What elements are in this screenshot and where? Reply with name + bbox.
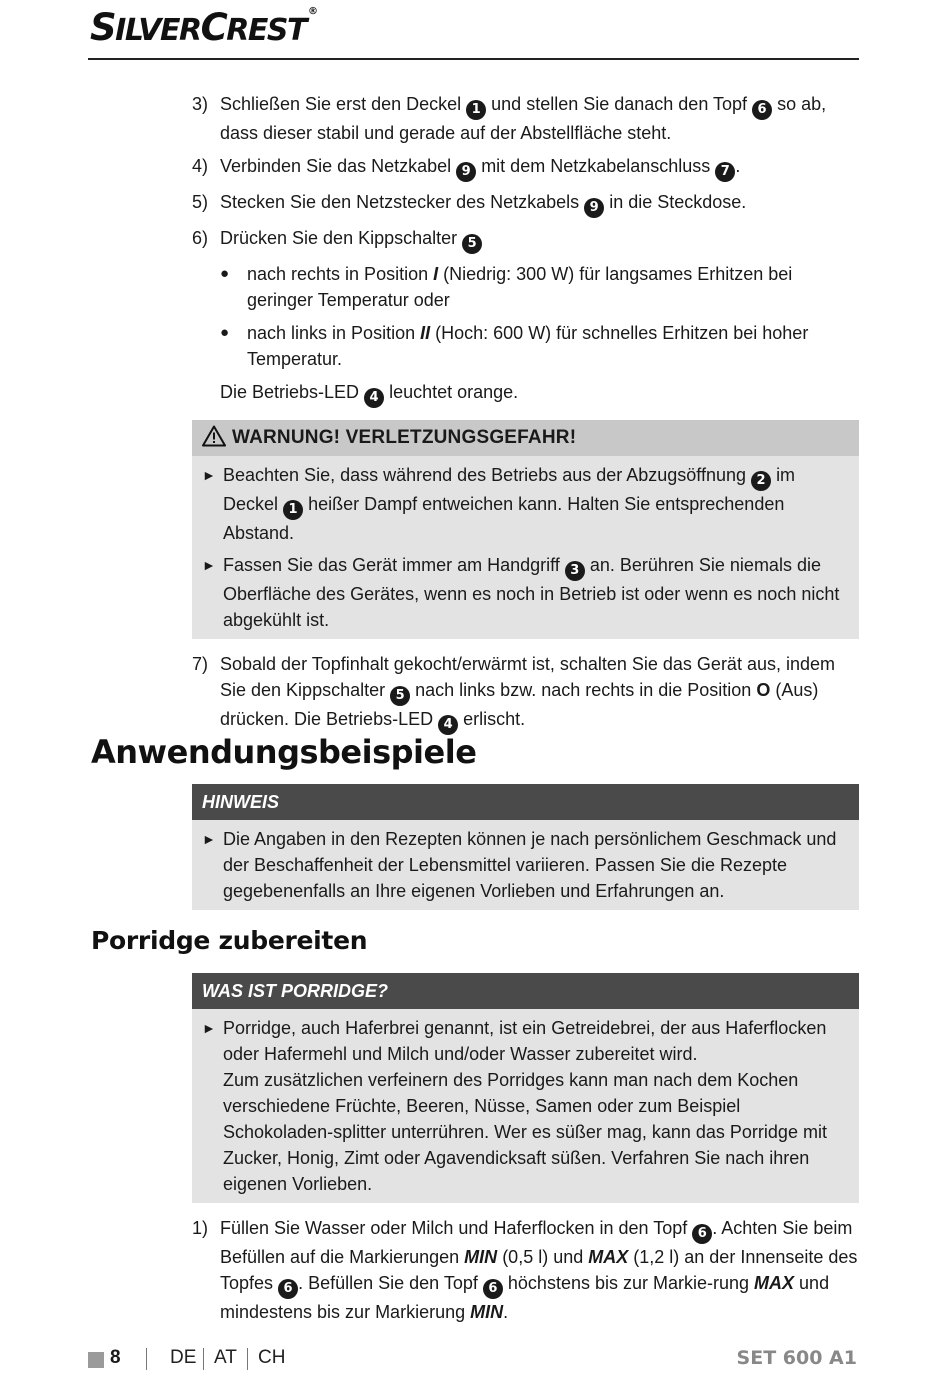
- page-number: 8: [110, 1347, 121, 1368]
- step-6: 6) Drücken Sie den Kippschalter 5: [192, 225, 859, 254]
- arrow-right-icon: ►: [202, 557, 216, 573]
- porridge-header: WAS IST PORRIDGE?: [192, 973, 859, 1009]
- bullet-item: ● nach links in Position II (Hoch: 600 W) für schnelles Erhitzen bei hoher Temperatur.: [192, 320, 859, 372]
- warning-item: ► Fassen Sie das Gerät immer am Handgriff 3 an. Berühren Sie niemals die Oberfläche des Gerätes, wenn es noch in Betrieb ist oder wenn es noch nicht abgekühlt ist.: [192, 552, 859, 633]
- model-name: SET 600 A1: [736, 1347, 857, 1369]
- callout-icon: 9: [456, 162, 476, 182]
- bullet-item: ● nach rechts in Position I (Niedrig: 300 W) für langsames Erhitzen bei geringer Temperatur oder: [192, 261, 859, 313]
- warning-triangle-icon: [202, 425, 226, 447]
- callout-icon: 3: [565, 561, 585, 581]
- callout-icon: 6: [752, 100, 772, 120]
- hinweis-section: [192, 784, 859, 922]
- arrow-right-icon: ►: [202, 1020, 216, 1036]
- bullet-icon: ●: [220, 324, 230, 341]
- callout-icon: 6: [278, 1279, 298, 1299]
- porridge-box: [192, 973, 859, 1203]
- hinweis-header: HINWEIS: [192, 784, 859, 820]
- callout-icon: 6: [483, 1279, 503, 1299]
- header-rule: [88, 58, 859, 60]
- callout-icon: 4: [364, 388, 384, 408]
- lang-de: DE: [170, 1347, 197, 1368]
- warning-box: [192, 420, 859, 639]
- callout-icon: 5: [462, 234, 482, 254]
- lang-ch: CH: [258, 1347, 286, 1368]
- callout-icon: 4: [438, 715, 458, 735]
- divider: [247, 1348, 248, 1370]
- callout-icon: 6: [692, 1224, 712, 1244]
- callout-icon: 5: [390, 686, 410, 706]
- callout-icon: 7: [715, 162, 735, 182]
- step-7: 7) Sobald der Topfinhalt gekocht/erwärmt ist, schalten Sie das Gerät aus, indem Sie den Kippschalter 5 nach links bzw. nach rechts in die Position O (Aus) drücken. Die Betriebs-LED 4 erlischt.: [192, 651, 859, 735]
- porridge-item: ► Porridge, auch Haferbrei genannt, ist ein Getreidebrei, der aus Haferflocken oder Hafermehl und Milch und/oder Wasser zubereitet wird. Zum zusätzlichen verfeinern des Porridges kann man nach dem Kochen verschiedene Früchte, Beeren, Nüsse, Samen oder zum Beispiel Schokoladen-splitter unterrühren. Wer es süßer mag, kann das Porridge mit Zucker, Honig, Zimt oder Agavendicksaft süßen. Verfahren Sie nach ihren eigenen Vorlieben.: [192, 1015, 859, 1197]
- instructions-top: [192, 91, 859, 742]
- divider: [203, 1348, 204, 1370]
- step-4: 4) Verbinden Sie das Netzkabel 9 mit dem Netzkabelanschluss 7 .: [192, 153, 859, 182]
- arrow-right-icon: ►: [202, 467, 216, 483]
- callout-icon: 1: [466, 100, 486, 120]
- warning-item: ► Beachten Sie, dass während des Betriebs aus der Abzugsöffnung 2 im Deckel 1 heißer Dampf entweichen kann. Halten Sie entsprechenden Abstand.: [192, 462, 859, 546]
- callout-icon: 9: [584, 198, 604, 218]
- step-5: 5) Stecken Sie den Netzstecker des Netzkabels 9 in die Steckdose.: [192, 189, 859, 218]
- led-note: Die Betriebs-LED 4 leuchtet orange.: [192, 379, 859, 408]
- porridge-section: [192, 973, 859, 1332]
- brand-logo: SILVERCREST®: [90, 6, 317, 49]
- subsection-title: Porridge zubereiten: [91, 926, 368, 955]
- warning-header: WARNUNG! VERLETZUNGSGEFAHR!: [192, 420, 859, 456]
- hinweis-item: ► Die Angaben in den Rezepten können je nach persönlichem Geschmack und der Beschaffenheit der Lebensmittel variieren. Passen Sie die Rezepte gegebenenfalls an Ihre eigenen Vorlieben und Erfahrungen an.: [192, 826, 859, 904]
- lang-at: AT: [214, 1347, 237, 1368]
- hinweis-box: [192, 784, 859, 910]
- arrow-right-icon: ►: [202, 831, 216, 847]
- callout-icon: 1: [283, 500, 303, 520]
- step-1: 1) Füllen Sie Wasser oder Milch und Haferflocken in den Topf 6 . Achten Sie beim Befüllen auf die Markierungen MIN (0,5 l) und MAX (1,2 l) an der Innenseite des Topfes 6 . Befüllen Sie den Topf 6 höchstens bis zur Markie-rung MAX und mindestens bis zur Markierung MIN.: [192, 1218, 858, 1322]
- divider: [146, 1348, 147, 1370]
- page-footer: [88, 1346, 859, 1376]
- callout-icon: 2: [751, 471, 771, 491]
- bullet-icon: ●: [220, 265, 230, 282]
- page-marker-icon: [88, 1352, 104, 1368]
- step-3: 3) Schließen Sie erst den Deckel 1 und stellen Sie danach den Topf 6 so ab, dass dieser stabil und gerade auf der Abstellfläche steht.: [192, 94, 827, 143]
- section-title: Anwendungsbeispiele: [91, 733, 477, 771]
